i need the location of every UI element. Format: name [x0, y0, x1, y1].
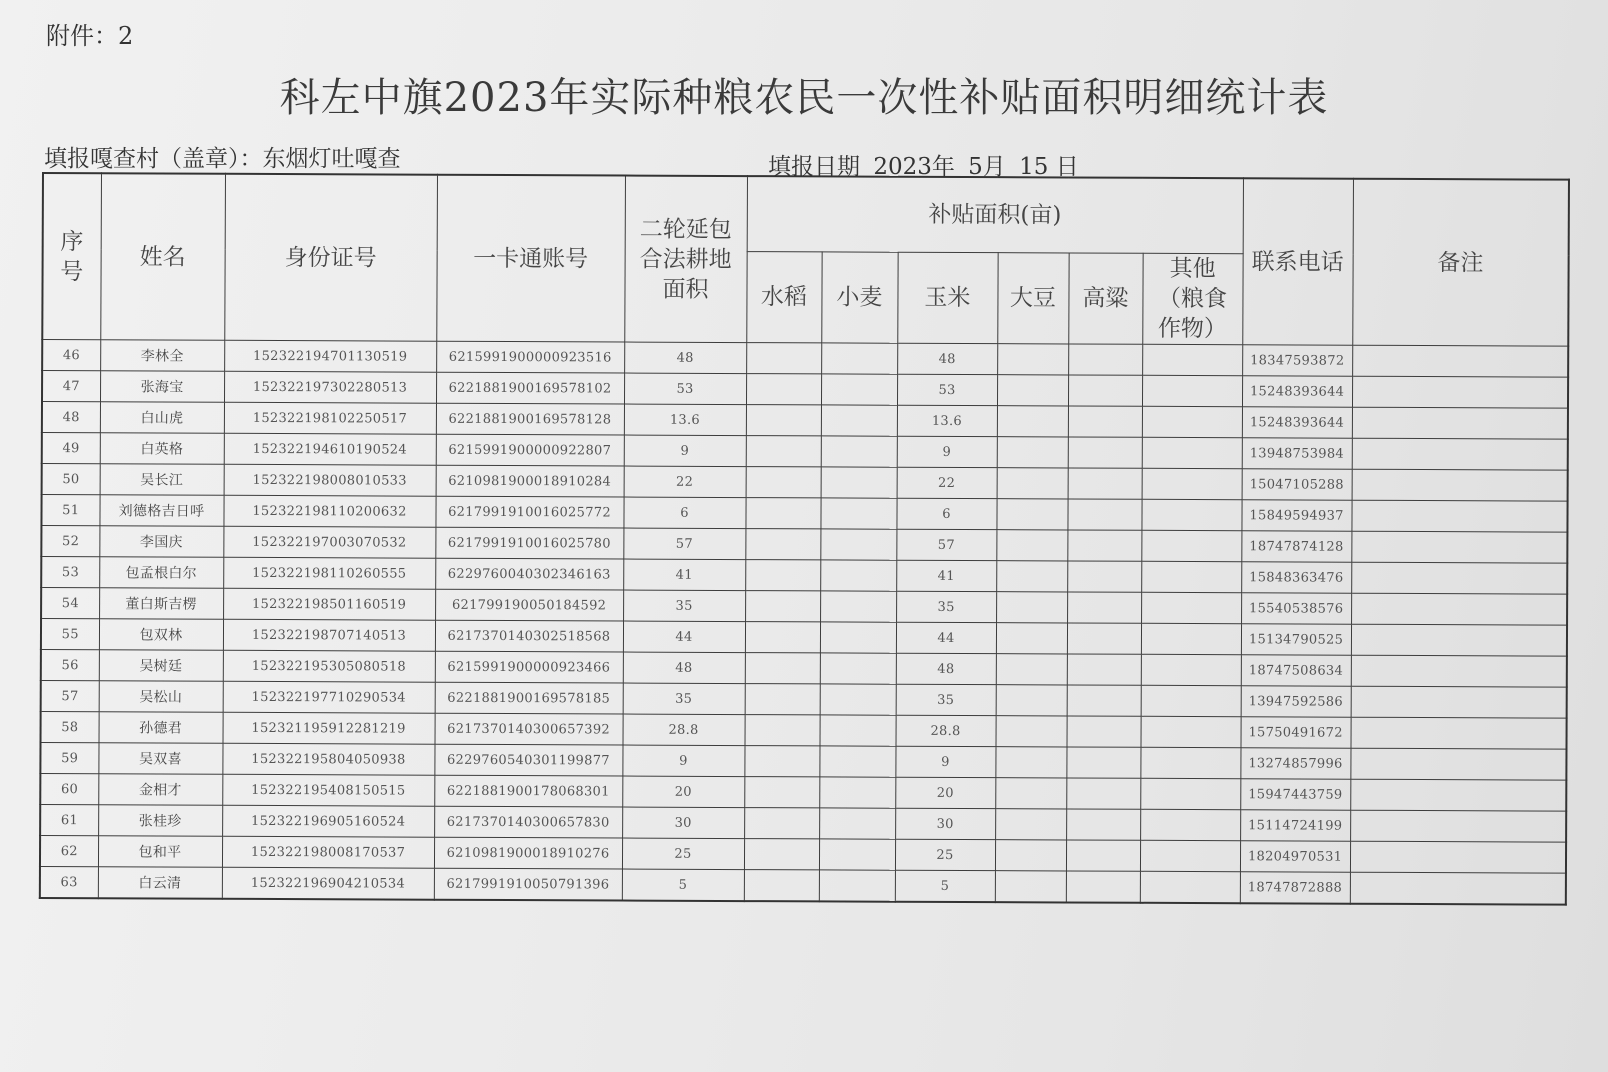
cell-sorghum	[1067, 623, 1141, 654]
cell-card: 6210981900018910284	[436, 465, 624, 497]
fill-date-label: 填报日期	[768, 154, 860, 180]
cell-wheat	[821, 343, 897, 374]
cell-rice	[745, 498, 820, 529]
cell-soy	[996, 499, 1067, 530]
cell-id: 152322195305080518	[223, 650, 435, 682]
cell-wheat	[820, 529, 896, 560]
header-seq: 序号	[42, 173, 101, 340]
cell-rice	[745, 529, 820, 560]
cell-area: 48	[623, 652, 745, 684]
cell-wheat	[820, 560, 896, 591]
cell-sorghum	[1068, 406, 1142, 437]
cell-rice	[745, 684, 820, 715]
cell-id: 152322194701130519	[224, 340, 436, 372]
cell-rice	[746, 405, 821, 436]
cell-other	[1140, 747, 1240, 778]
header-phone: 联系电话	[1242, 178, 1353, 345]
cell-area: 28.8	[623, 714, 745, 746]
cell-phone: 15540538576	[1241, 593, 1351, 624]
header-wheat: 小麦	[821, 252, 897, 343]
cell-corn: 48	[897, 343, 997, 374]
cell-area: 53	[624, 373, 746, 405]
cell-name: 包和平	[98, 836, 222, 868]
fill-date-year: 2023年	[873, 154, 955, 180]
cell-seq: 54	[41, 588, 99, 619]
cell-rice	[746, 467, 821, 498]
cell-sorghum	[1066, 871, 1140, 903]
cell-rice	[744, 777, 819, 808]
cell-other	[1141, 654, 1241, 685]
cell-phone: 18747872888	[1240, 872, 1350, 904]
cell-other	[1141, 685, 1241, 716]
cell-id: 152322197302280513	[224, 371, 436, 403]
cell-id: 152321195912281219	[223, 712, 435, 744]
cell-sorghum	[1066, 747, 1140, 778]
cell-name: 白英格	[100, 433, 224, 465]
cell-phone: 15848363476	[1241, 562, 1351, 593]
cell-corn: 35	[896, 591, 996, 622]
cell-phone: 18747874128	[1241, 531, 1351, 562]
cell-area: 44	[623, 621, 745, 653]
cell-corn: 25	[895, 839, 995, 870]
cell-other	[1141, 530, 1241, 561]
cell-seq: 49	[42, 433, 100, 464]
cell-remark	[1350, 810, 1566, 842]
cell-other	[1140, 778, 1240, 809]
cell-area: 35	[623, 683, 745, 715]
cell-name: 包双林	[99, 619, 223, 651]
cell-name: 吴树廷	[99, 650, 223, 682]
cell-card: 621799190050184592	[435, 589, 623, 621]
cell-seq: 47	[42, 371, 100, 402]
cell-id: 152322198707140513	[223, 619, 435, 651]
cell-corn: 30	[895, 808, 995, 839]
cell-sorghum	[1068, 344, 1142, 375]
cell-remark	[1351, 655, 1567, 687]
cell-name: 刘德格吉日呼	[99, 495, 223, 527]
header-other: 其他（粮食作物）	[1142, 253, 1242, 344]
cell-area: 6	[623, 497, 745, 529]
cell-sorghum	[1067, 685, 1141, 716]
cell-phone: 15114724199	[1240, 810, 1350, 841]
cell-rice	[745, 622, 820, 653]
cell-name: 白山虎	[100, 402, 224, 434]
cell-remark	[1351, 531, 1567, 563]
cell-name: 董白斯吉楞	[99, 588, 223, 620]
cell-corn: 5	[895, 870, 995, 902]
cell-remark	[1351, 593, 1567, 625]
cell-soy	[996, 685, 1067, 716]
cell-soy	[997, 437, 1068, 468]
cell-seq: 62	[40, 835, 98, 866]
cell-name: 金相才	[98, 774, 222, 806]
cell-rice	[744, 839, 819, 870]
cell-soy	[995, 747, 1066, 778]
cell-area: 41	[623, 559, 745, 591]
cell-area: 30	[622, 807, 744, 839]
cell-corn: 53	[897, 374, 997, 405]
header-subsidy: 补贴面积(亩)	[747, 176, 1243, 254]
cell-sorghum	[1067, 654, 1141, 685]
cell-card: 6217991910050791396	[434, 868, 622, 900]
cell-remark	[1352, 438, 1568, 470]
cell-area: 9	[622, 745, 744, 777]
cell-other	[1142, 468, 1242, 499]
cell-sorghum	[1068, 468, 1142, 499]
cell-area: 35	[623, 590, 745, 622]
attachment-label: 附件：2	[46, 22, 134, 50]
cell-rice	[745, 653, 820, 684]
cell-phone: 15947443759	[1240, 779, 1350, 810]
cell-phone: 18204970531	[1240, 841, 1350, 872]
cell-name: 张海宝	[100, 371, 224, 403]
cell-soy	[996, 716, 1067, 747]
cell-wheat	[819, 746, 895, 777]
cell-sorghum	[1067, 499, 1141, 530]
cell-other	[1141, 499, 1241, 530]
cell-card: 6217991910016025772	[435, 496, 623, 528]
cell-sorghum	[1068, 437, 1142, 468]
cell-phone: 15047105288	[1242, 469, 1352, 500]
cell-soy	[995, 871, 1066, 903]
cell-other	[1141, 716, 1241, 747]
cell-remark	[1351, 624, 1567, 656]
cell-rice	[744, 808, 819, 839]
cell-card: 6215991900000922807	[436, 434, 624, 466]
cell-phone: 15849594937	[1242, 500, 1352, 531]
cell-seq: 50	[42, 464, 100, 495]
cell-soy	[997, 344, 1068, 375]
cell-id: 152322197003070532	[223, 526, 435, 558]
cell-seq: 56	[41, 649, 99, 680]
header-remark: 备注	[1352, 179, 1569, 346]
cell-name: 吴双喜	[98, 743, 222, 775]
cell-card: 6221881900178068301	[434, 775, 622, 807]
cell-phone: 13948753984	[1242, 438, 1352, 469]
cell-sorghum	[1067, 561, 1141, 592]
fill-date-day: 15 日	[1019, 154, 1079, 180]
cell-corn: 22	[897, 467, 997, 498]
cell-other	[1142, 344, 1242, 375]
cell-card: 6229760040302346163	[435, 558, 623, 590]
page-title: 科左中旗2023年实际种粮农民一次性补贴面积明细统计表	[279, 75, 1329, 121]
cell-id: 152322198102250517	[224, 402, 436, 434]
cell-area: 9	[624, 435, 746, 467]
cell-rice	[746, 436, 821, 467]
cell-area: 20	[622, 776, 744, 808]
cell-seq: 46	[42, 340, 100, 371]
cell-name: 李国庆	[99, 526, 223, 558]
cell-seq: 53	[41, 557, 99, 588]
cell-corn: 9	[897, 436, 997, 467]
cell-id: 152322196905160524	[222, 805, 434, 837]
cell-remark	[1352, 407, 1568, 439]
cell-name: 孙德君	[99, 712, 223, 744]
cell-seq: 51	[41, 495, 99, 526]
cell-other	[1142, 375, 1242, 406]
cell-other	[1142, 406, 1242, 437]
cell-sorghum	[1067, 716, 1141, 747]
table-body	[40, 340, 1569, 905]
cell-other	[1140, 840, 1240, 871]
cell-wheat	[821, 467, 897, 498]
cell-corn: 57	[896, 529, 996, 560]
cell-phone: 15248393644	[1242, 376, 1352, 407]
cell-card: 6217370140302518568	[435, 620, 623, 652]
cell-sorghum	[1067, 592, 1141, 623]
cell-id: 152322198501160519	[223, 588, 435, 620]
cell-area: 5	[622, 869, 744, 901]
cell-remark	[1350, 748, 1566, 780]
cell-remark	[1352, 500, 1568, 532]
cell-remark	[1352, 469, 1568, 501]
cell-seq: 48	[42, 402, 100, 433]
cell-id: 152322195804050938	[222, 743, 434, 775]
cell-soy	[996, 592, 1067, 623]
cell-seq: 61	[40, 804, 98, 835]
header-area: 二轮延包合法耕地面积	[624, 176, 747, 343]
cell-seq: 52	[41, 526, 99, 557]
cell-sorghum	[1066, 809, 1140, 840]
cell-seq: 63	[40, 866, 98, 898]
cell-wheat	[820, 622, 896, 653]
cell-card: 6217991910016025780	[435, 527, 623, 559]
cell-soy	[996, 654, 1067, 685]
fill-date-month: 5月	[968, 154, 1006, 180]
cell-id: 152322198110200632	[223, 495, 435, 527]
cell-corn: 41	[896, 560, 996, 591]
cell-phone: 15248393644	[1242, 407, 1352, 438]
cell-remark	[1350, 779, 1566, 811]
cell-corn: 44	[896, 622, 996, 653]
cell-id: 152322198008170537	[222, 836, 434, 868]
cell-sorghum	[1068, 375, 1142, 406]
cell-card: 6210981900018910276	[434, 837, 622, 869]
cell-id: 152322194610190524	[224, 433, 436, 465]
cell-phone: 18347593872	[1242, 345, 1352, 376]
cell-wheat	[821, 374, 897, 405]
cell-other	[1140, 809, 1240, 840]
cell-rice	[744, 870, 819, 902]
cell-name: 包孟根白尔	[99, 557, 223, 589]
cell-wheat	[820, 715, 896, 746]
cell-wheat	[819, 808, 895, 839]
cell-wheat	[819, 777, 895, 808]
cell-wheat	[821, 436, 897, 467]
cell-phone: 18747508634	[1241, 655, 1351, 686]
header-id: 身份证号	[224, 174, 437, 341]
cell-card: 6221881900169578128	[436, 403, 624, 435]
cell-wheat	[820, 498, 896, 529]
header-name: 姓名	[100, 173, 225, 340]
cell-corn: 28.8	[896, 715, 996, 746]
cell-card: 6221881900169578102	[436, 372, 624, 404]
cell-phone: 15750491672	[1241, 717, 1351, 748]
cell-seq: 55	[41, 619, 99, 650]
cell-name: 吴松山	[99, 681, 223, 713]
cell-card: 6217370140300657830	[434, 806, 622, 838]
cell-other	[1141, 623, 1241, 654]
cell-area: 48	[624, 342, 746, 374]
cell-remark	[1351, 562, 1567, 594]
cell-other	[1142, 437, 1242, 468]
cell-wheat	[821, 405, 897, 436]
cell-other	[1140, 871, 1240, 903]
cell-remark	[1350, 872, 1566, 904]
cell-remark	[1352, 376, 1568, 408]
cell-soy	[997, 468, 1068, 499]
cell-name: 白云清	[98, 867, 222, 899]
cell-seq: 57	[41, 680, 99, 711]
cell-soy	[995, 778, 1066, 809]
cell-sorghum	[1066, 778, 1140, 809]
cell-rice	[745, 591, 820, 622]
cell-id: 152322196904210534	[222, 867, 434, 899]
cell-sorghum	[1066, 840, 1140, 871]
cell-wheat	[819, 870, 895, 902]
cell-soy	[996, 623, 1067, 654]
cell-soy	[995, 840, 1066, 871]
cell-rice	[745, 560, 820, 591]
cell-id: 152322195408150515	[222, 774, 434, 806]
cell-phone: 15134790525	[1241, 624, 1351, 655]
cell-remark	[1351, 717, 1567, 749]
cell-card: 6217370140300657392	[435, 713, 623, 745]
cell-phone: 13947592586	[1241, 686, 1351, 717]
cell-card: 6215991900000923516	[436, 341, 624, 373]
cell-rice	[746, 343, 821, 374]
cell-soy	[995, 809, 1066, 840]
cell-name: 吴长江	[100, 464, 224, 496]
cell-wheat	[820, 653, 896, 684]
table-row	[40, 866, 1566, 904]
cell-area: 57	[623, 528, 745, 560]
cell-other	[1141, 561, 1241, 592]
cell-soy	[997, 375, 1068, 406]
cell-sorghum	[1067, 530, 1141, 561]
cell-soy	[996, 530, 1067, 561]
cell-seq: 60	[40, 773, 98, 804]
cell-rice	[744, 746, 819, 777]
cell-corn: 6	[896, 498, 996, 529]
header-sorghum: 高粱	[1068, 253, 1142, 344]
cell-id: 152322198008010533	[224, 464, 436, 496]
header-soy: 大豆	[997, 253, 1068, 344]
cell-soy	[997, 406, 1068, 437]
cell-remark	[1352, 345, 1568, 377]
cell-card: 6229760540301199877	[434, 744, 622, 776]
cell-name: 李林全	[100, 340, 224, 372]
cell-card: 6215991900000923466	[435, 651, 623, 683]
cell-rice	[745, 715, 820, 746]
cell-card: 6221881900169578185	[435, 682, 623, 714]
header-card: 一卡通账号	[436, 175, 625, 342]
cell-corn: 48	[896, 653, 996, 684]
cell-other	[1141, 592, 1241, 623]
fill-village-label: 填报嘎查村（盖章）：东烟灯吐嘎查	[44, 146, 401, 172]
cell-id: 152322197710290534	[223, 681, 435, 713]
cell-rice	[746, 374, 821, 405]
cell-wheat	[820, 684, 896, 715]
cell-corn: 35	[896, 684, 996, 715]
subsidy-table-wrapper	[39, 172, 1568, 906]
cell-wheat	[819, 839, 895, 870]
cell-corn: 20	[895, 777, 995, 808]
cell-area: 13.6	[624, 404, 746, 436]
cell-name: 张桂珍	[98, 805, 222, 837]
cell-area: 22	[624, 466, 746, 498]
cell-phone: 13274857996	[1240, 748, 1350, 779]
header-corn: 玉米	[897, 252, 997, 343]
cell-soy	[996, 561, 1067, 592]
header-rice: 水稻	[746, 252, 821, 343]
cell-corn: 9	[895, 746, 995, 777]
subsidy-table	[39, 172, 1570, 906]
cell-corn: 13.6	[897, 405, 997, 436]
cell-seq: 58	[41, 711, 99, 742]
cell-remark	[1350, 841, 1566, 873]
cell-wheat	[820, 591, 896, 622]
cell-seq: 59	[40, 742, 98, 773]
cell-remark	[1351, 686, 1567, 718]
cell-id: 152322198110260555	[223, 557, 435, 589]
cell-area: 25	[622, 838, 744, 870]
